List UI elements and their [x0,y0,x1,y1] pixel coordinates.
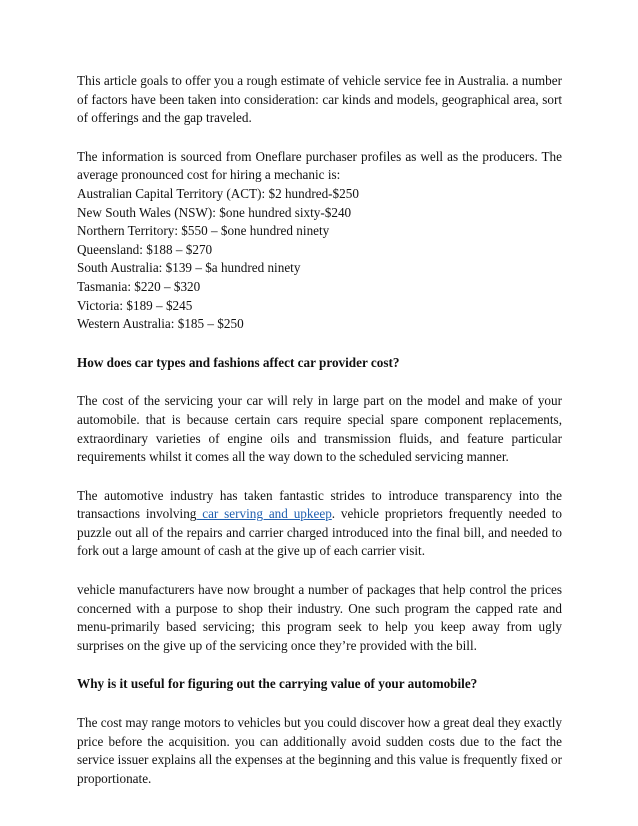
price-item-wa: Western Australia: $185 – $250 [77,316,244,332]
car-serving-link[interactable]: car serving and upkeep [196,506,332,522]
price-item-sa: South Australia: $139 – $a hundred ninety [77,260,301,276]
industry-text-before: The automotive industry has taken fantastic strides to introduce transparency into the transactions involving [77,487,562,522]
price-list [77,185,562,334]
section-heading-carrying-value: Why is it useful for figuring out the carrying value of your automobile? [77,676,478,692]
industry-paragraph [77,487,562,561]
car-types-paragraph: The cost of the servicing your car will rely in large part on the model and make of your automobile. that is because certain cars require special spare component replacements, extraordinary varieties of engine oils and transmission fluids, and feature particular requirements whilst it comes all the way down to the scheduled servicing manner. [77,393,562,465]
intro-paragraph: This article goals to offer you a rough estimate of vehicle service fee in Australia. a number of factors have been taken into consideration: car kinds and models, geographical area, sort of offerings and the gap traveled. [77,73,562,126]
price-item-vic: Victoria: $189 – $245 [77,297,193,313]
manufacturers-paragraph: vehicle manufacturers have now brought a number of packages that help control the prices concerned with a purpose to shop their industry. One such program the capped rate and menu-primarily based servicing; this program seek to help you keep away from ugly surprises on the give up of the servicing once they’re provided with the bill. [77,582,562,653]
industry-text-after: . vehicle proprietors frequently needed to puzzle out all of the repairs and carrier charged introduced into the final bill, and needed to fork out a large amount of cash at the give up of each carrier visit. [77,506,563,559]
cost-paragraph: The cost may range motors to vehicles but you could discover how a great deal they exactly price before the acquisition. you can additionally avoid sudden costs due to the fact the service issuer explains all the expenses at the beginning and this value is frequently fixed or proportionate. [77,715,562,786]
price-item-nsw: New South Wales (NSW): $one hundred sixty-$240 [77,204,352,220]
section-heading-car-types: How does car types and fashions affect car provider cost? [77,354,400,370]
price-item-nt: Northern Territory: $550 – $one hundred ninety [77,223,330,239]
price-item-tas: Tasmania: $220 – $320 [77,278,201,294]
price-item-act: Australian Capital Territory (ACT): $2 hundred-$250 [77,185,359,201]
source-paragraph: The information is sourced from Oneflare purchaser profiles as well as the producers. The average pronounced cost for hiring a mechanic is: [77,148,562,183]
price-item-qld: Queensland: $188 – $270 [77,241,213,257]
